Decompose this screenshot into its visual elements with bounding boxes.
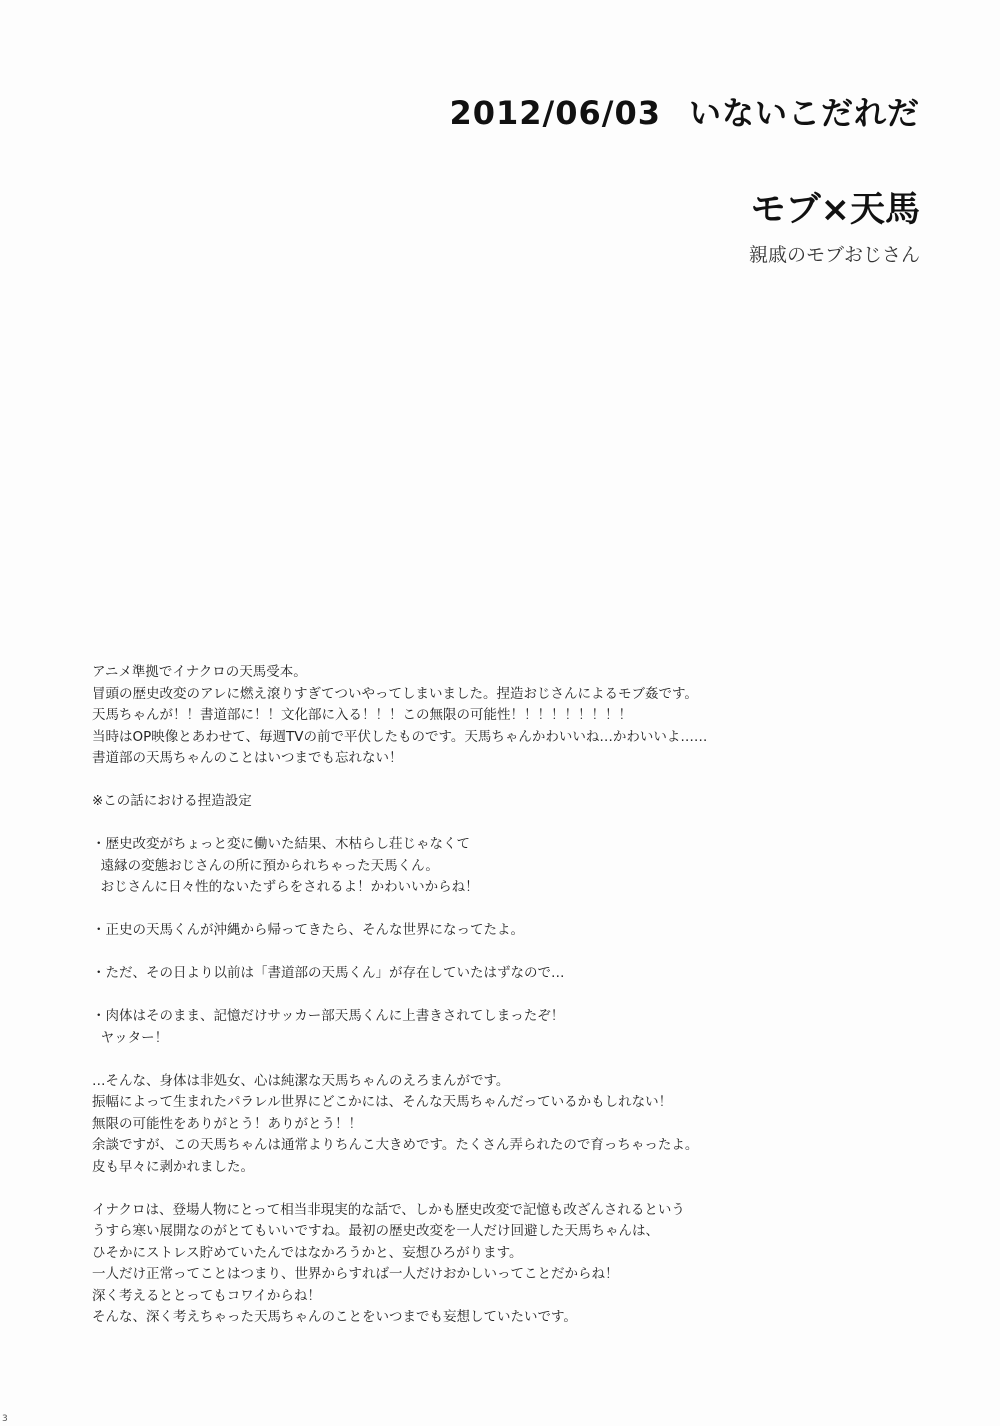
- text-line: 余談ですが、この天馬ちゃんは通常よりちんこ大きめです。たくさん弄られたので育っちゃったよ。: [92, 1137, 699, 1153]
- paragraph-gap: [92, 813, 932, 835]
- text-line: 天馬ちゃんが！！書道部に！！文化部に入る！！！この無限の可能性！！！！！！！！！: [92, 707, 632, 723]
- paragraph: [92, 1200, 932, 1329]
- header: [449, 88, 920, 267]
- paragraph: [92, 963, 932, 985]
- text-line: …そんな、身体は非処女、心は純潔な天馬ちゃんのえろまんがです。: [92, 1072, 510, 1089]
- text-line: 当時はOP映像とあわせて、毎週TVの前で平伏したものです。天馬ちゃんかわいいね…かわいいよ……: [92, 728, 708, 745]
- text-line: そんな、深く考えちゃった天馬ちゃんのことをいつまでも妄想していたいです。: [92, 1309, 577, 1325]
- text-line: 振幅によって生まれたパラレル世界にどこかには、そんな天馬ちゃんだっているかもしれない！: [92, 1094, 673, 1110]
- title-line: [449, 88, 920, 134]
- paragraph-gap: [92, 1049, 932, 1071]
- text-line: 書道部の天馬ちゃんのことはいつまでも忘れない！: [92, 750, 403, 766]
- text-line: ・歴史改変がちょっと変に働いた結果、木枯らし荘じゃなくて: [92, 836, 470, 852]
- pairing: モブ×天馬: [750, 190, 920, 230]
- paragraph: [92, 791, 932, 813]
- text-line: 皮も早々に剥かれました。: [92, 1158, 254, 1175]
- paragraph: [92, 1071, 932, 1179]
- text-line: 冒頭の歴史改変のアレに燃え滾りすぎてついやってしまいました。捏造おじさんによるモブ姦です。: [92, 685, 698, 702]
- subtitle: 親戚のモブおじさん: [748, 244, 920, 266]
- text-line: ・正史の天馬くんが沖縄から帰ってきたら、そんな世界になってたよ。: [92, 922, 524, 938]
- paragraph-gap: [92, 1178, 932, 1200]
- page-number: 3: [2, 1414, 8, 1424]
- text-line: うすら寒い展開なのがとてもいいですね。最初の歴史改変を一人だけ回避した天馬ちゃんは、: [92, 1223, 659, 1239]
- text-line: ひそかにストレス貯めていたんではなかろうかと、妄想ひろがります。: [92, 1244, 523, 1261]
- text-line: 深く考えるととってもコワイからね！: [92, 1287, 321, 1304]
- date: 2012/06/03: [449, 94, 661, 132]
- story-title: いないこだれだ: [688, 94, 920, 132]
- text-line: 一人だけ正常ってことはつまり、世界からすれば一人だけおかしいってことだからね！: [92, 1266, 619, 1282]
- afterword-body: [92, 662, 932, 1329]
- text-line: ・ただ、その日より以前は「書道部の天馬くん」が存在していたはずなので…: [92, 965, 565, 981]
- text-line: 無限の可能性をありがとう！ありがとう！！: [92, 1115, 362, 1132]
- paragraph: [92, 662, 932, 770]
- paragraph: [92, 1006, 932, 1049]
- paragraph-gap: [92, 899, 932, 921]
- paragraph-gap: [92, 985, 932, 1007]
- text-line: ※この話における捏造設定: [92, 793, 252, 809]
- text-line: おじさんに日々性的ないたずらをされるよ！かわいいからね！: [92, 879, 479, 895]
- text-line: イナクロは、登場人物にとって相当非現実的な話で、しかも歴史改変で記憶も改ざんされるという: [92, 1201, 685, 1218]
- text-line: ・肉体はそのまま、記憶だけサッカー部天馬くんに上書きされてしまったぞ！: [92, 1008, 565, 1024]
- paragraph-gap: [92, 770, 932, 792]
- paragraph: [92, 834, 932, 899]
- text-line: 遠縁の変態おじさんの所に預かられちゃった天馬くん。: [92, 857, 439, 874]
- paragraph: [92, 920, 932, 942]
- text-line: アニメ準拠でイナクロの天馬受本。: [92, 664, 307, 680]
- text-line: ヤッター！: [92, 1029, 169, 1046]
- paragraph-gap: [92, 942, 932, 964]
